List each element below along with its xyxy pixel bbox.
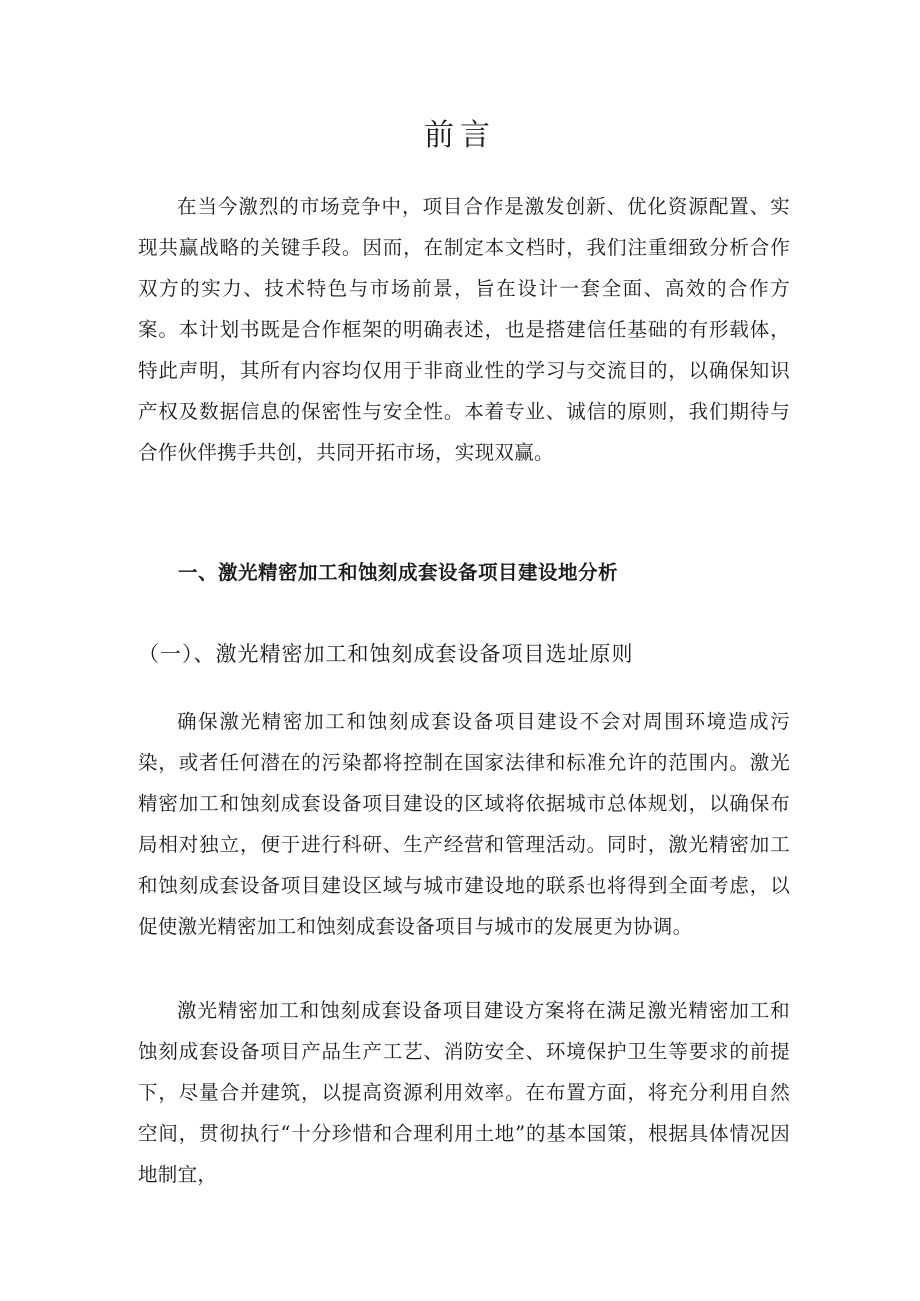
subsection-heading: （一）、激光精密加工和蚀刻成套设备项目选址原则 [138, 642, 634, 666]
body-paragraph: 激光精密加工和蚀刻成套设备项目建设方案将在满足激光精密加工和蚀刻成套设备项目产品生产工艺、消防安全、环境保护卫生等要求的前提下，尽量合并建筑，以提高资源利用效率。在布置方面，将充分利用自然空间，贯彻执行“十分珍惜和合理利用土地”的基本国策，根据具体情况因地制宜， [138, 999, 790, 1186]
section-heading: 一、激光精密加工和蚀刻成套设备项目建设地分析 [178, 561, 619, 584]
page-title: 前言 [424, 118, 496, 153]
preface-paragraph: 在当今激烈的市场竞争中，项目合作是激发创新、优化资源配置、实现共赢战略的关键手段。因而，在制定本文档时，我们注重细致分析合作双方的实力、技术特色与市场前景，旨在设计一套全面、高效的合作方案。本计划书既是合作框架的明确表述，也是搭建信任基础的有形载体，特此声明，其所有内容均仅用于非商业性的学习与交流目的，以确保知识产权及数据信息的保密性与安全性。本着专业、诚信的原则，我们期待与合作伙伴携手共创，共同开拓市场，实现双赢。 [138, 195, 790, 464]
body-paragraph: 确保激光精密加工和蚀刻成套设备项目建设不会对周围环境造成污染，或者任何潜在的污染都将控制在国家法律和标准允许的范围内。激光精密加工和蚀刻成套设备项目建设的区域将依据城市总体规划，以确保布局相对独立，便于进行科研、生产经营和管理活动。同时，激光精密加工和蚀刻成套设备项目建设区域与城市建设地的联系也将得到全面考虑，以促使激光精密加工和蚀刻成套设备项目与城市的发展更为协调。 [138, 710, 790, 938]
